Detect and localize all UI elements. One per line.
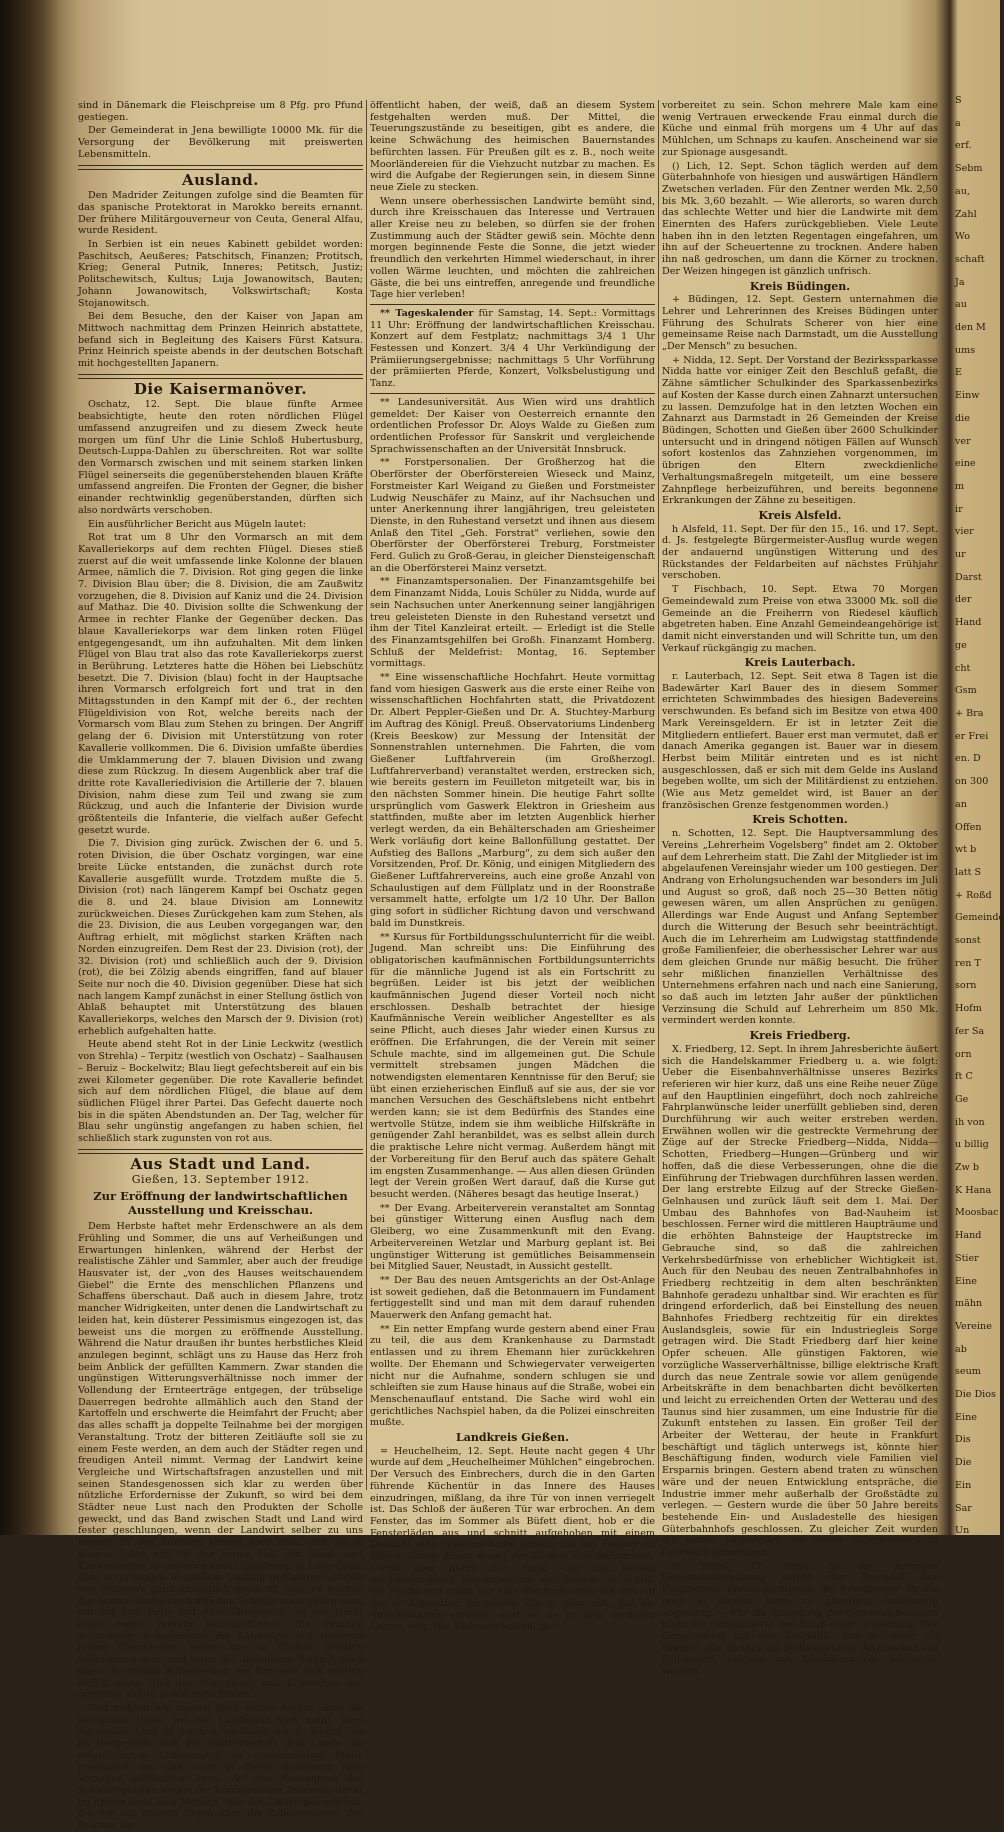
column-3 xyxy=(662,100,938,1678)
article-paragraph: Ein ausführlicher Bericht aus Mügeln lautet: xyxy=(88,518,307,530)
fragment-line: Moosbac xyxy=(955,1207,999,1219)
fragment-line: an xyxy=(955,798,967,810)
fragment-line: K Hana xyxy=(955,1184,992,1196)
fragment-line: Darst xyxy=(955,571,982,583)
article-paragraph: Dem Herbste haftet mehr Erdenschwere an als dem Frühling und Sommer, die uns auf Verheißungen und Erwartungen hinlenken, während der Herbst der realistische Zähler und Sammler, aber auch der freudige Hausvater ist, der „von des Hauses weitschauendem Giebel" die Ernte des menschlichen Pflanzens und Schaffens überschaut. Daß auch in diesem Jahre, trotz mancher Widrigkeiten, unter denen die Landwirtschaft zu leiden hat, kein düsterer Pessimismus eingezogen ist, das beweist uns die morgen zu eröffnende Ausstellung. Während die Natur draußen ihr buntes herbstliches Kleid anzulegen beginnt, schlägt uns zu Hause das Herz froh beim Anblick der gefüllten Kammern. Zwar standen die ungünstigen Witterungsverhältnisse noch immer der Vollendung der Ernteerträge entgegen, der trübselige Dauerregen bedrohte allmählich auch den Stand der Kartoffeln und erschwerte die Heimfahrt der Frucht; aber das alles schafft ja doppelte Teilnahme bei der morgigen Veranstaltung. Trotz der bitteren Zeitläufte soll sie zu einem Feste werden, an dem auch der Städter regen und freudigen Anteil nimmt. Vermag der Landwirt keine Vergleiche und Wirtschaftsfragen anzustellen und mit seinen Standesgenossen sich klar zu werden über nützliche Erfordernisse der Zukunft, so wird bei dem Städter neue Lust nach den Produkten der Scholle geweckt, und das Band zwischen Stadt und Land wird fester geschlungen, wenn der Landwirt selber zu uns kommt. In den Städtern kommt noch dazu, daß sie in diesem Jahre erst in der neuen Fall von Maul- und Klauenseuche in unserer nahen Umgebung, in Lang-Göns, dem ursprünglich in großem Umfang geplanten Auftrieb von Viehware ganz unmöglich gemacht, aber es werden der bunten landwirtschaftlichen Schätze noch genug sein, um auf dem Fest- und Ausstellungsplatz an der Hardt einen regen Verkehr herbeizuführen. Die fremden Teilnehmer, insbesondere die Landwirte aus unserem lieben Oberhessen, sollen uns in Gießen herzlich willkommen sein, und wenn der allgemeine Wunsch nach einer dauernden Aufheiterung des Himmels sich endlich erfüllt, dann wird der Ausstellung und Kreisschau der erstrebte Erfolg gewiß nicht fehlen! xyxy=(78,1221,363,1701)
section-title-landkreis-giessen: Landkreis Gießen. xyxy=(456,1431,569,1445)
fragment-line: u billig xyxy=(955,1139,989,1151)
fragment-line: ver xyxy=(955,435,971,447)
news-item: h Alsfeld, 11. Sept. Der für den 15., 16. und 17. Sept. d. Js. festgelegte Bürgermeister-Ausflug wurde wegen der andauernd ungünstigen Witterung und des Rückstandes der Feldarbeiten auf nächstes Frühjahr verschoben. xyxy=(662,523,938,582)
news-item: ** Kursus für Fortbildungsschulunterricht für die weibl. Jugend. Man schreibt uns: Die Einführung des obligatorischen kaufmännischen Fortbildungsunterrichts für die männliche Jugend ist als ein Fortschritt zu begrüßen. Leider ist bis jetzt der weiblichen kaufmännischen Jugend dieser Vorteil noch nicht erschlossen. Deshalb betrachtet der hiesige Kaufmännische Verein weiblicher Angestellter es als seine Pflicht, auch dieses Jahr wieder einen Kursus zu eröffnen. Die Erfahrungen, die der Verein mit seiner Schule machte, sind im allgemeinen gut. Die Schule vermittelt strebsamen jungen Mädchen die notwendigsten elementaren Kenntnisse für den Beruf; sie übt einen erzieherischen Einfluß auf sie aus, der sie vor manchen Versuchen des Geschäftslebens nicht entbehrt werden kann; sie ist dem Bedürfnis des Standes eine wertvolle Stütze, indem sie ihm weibliche Hilfskräfte in genügender Zahl heranbildet, was es selbst allein durch die praktische Lehre nicht vermag. Außerdem hängt mit der Vorbereitung für den Beruf auch das spätere Gehalt im engsten Zusammenhange. — Aus allen diesen Gründen legt der Verein großen Wert darauf, daß die Kurse gut besucht werden. (Näheres besagt das heutige Inserat.) xyxy=(370,931,655,1200)
fragment-line: m xyxy=(955,480,965,492)
fragment-line: orn xyxy=(955,1048,972,1060)
news-item: ** Der Bau des neuen Amtsgerichts an der Ost-Anlage ist soweit gediehen, daß die Betonmauern im Fundament fertiggestellt sind und man mit dem darauf ruhenden Mauerwerk den Anfang gemacht hat. xyxy=(370,1274,655,1322)
tageskalender-text: für Samstag, 14. Sept.: Vormittags 11 Uhr: Eröffnung der landwirtschaftlichen Kreisschau. Konzert auf dem Festplatz; nachmittags 3/4 1 Uhr Festessen und Konzert. 3/4 4 Uhr Verkündigung der Prämiierungsergebnisse; nachmittags 5 Uhr Vorführung der prämiierten Pferde, Konzert, Volksbelustigung und Tanz. xyxy=(370,307,655,390)
fragment-line: Zahl xyxy=(955,208,977,220)
fragment-line: Ja xyxy=(955,276,965,288)
fragment-line: Offen xyxy=(955,821,982,833)
news-item: vorbereitet zu sein. Schon mehrere Male kam eine wenig Vertrauen erweckende Frau einmal durch die Küche und einmal früh morgens um 4 Uhr auf das Mühlchen, um Schnaps zu kaufen. Anscheinend war sie zur Spionage ausgesandt. xyxy=(662,100,938,158)
newspaper-page xyxy=(78,100,940,1832)
fragment-line: wt b xyxy=(955,844,977,856)
fragment-line: Un xyxy=(955,1525,970,1537)
news-item: + Nidda, 12. Sept. Der Vorstand der Bezirkssparkasse Nidda hatte vor einiger Zeit den Beschluß gefaßt, die Zähne sämtlicher Schulkinder des Sparkassenbezirks auf Kosten der Kasse durch einen Zahnarzt untersuchen zu lassen. Demzufolge hat in den letzten Wochen ein Zahnarzt aus Darmstadt in 26 Gemeinden der Kreise Büdingen, Schotten und Gießen über 2600 Schulkinder untersucht und in dringend nötigen Fällen auf Wunsch sofort kostenlos das Zahnziehen vorgenommen, im übrigen den Eltern zweckdienliche Verhaltungsmaßregeln mitgeteilt, um eine bessere Zahnpflege herbeizuführen, und bereits begonnene Erkrankungen der Zähne zu beseitigen. xyxy=(662,354,938,507)
column-1 xyxy=(78,100,363,1832)
fragment-line: Vereine xyxy=(955,1320,992,1332)
section-title-ausland: Ausland. xyxy=(181,170,260,189)
fragment-line: seum xyxy=(955,1366,981,1378)
section-divider xyxy=(370,304,655,305)
fragment-line: eine xyxy=(955,458,976,470)
news-item: n. Schotten, 12. Sept. Die Hauptversammlung des Vereins „Lehrerheim Vogelsberg" findet am 2. Oktober auf dem Lehrerheim statt. Die Zahl der Mitglieder ist im abgelaufenen Vereinsjahr wieder um 100 gestiegen. Der Andrang von Erholungsuchenden war besonders im Juli und August so groß, daß noch 25—30 Betten nötig gewesen wären, um allen Ansprüchen zu genügen. Allerdings war Ende August und Anfang September durch die Witterung der Besuch sehr beeinträchtigt. Auch die im Lehrerheim am Ludwigstag stattfindende große Familienfeier, die oberhessischer Lehrer war aus dem gleichen Grunde nur mäßig besucht. Die früher sehr mißlichen finanziellen Verhältnisse des Unternehmens erfahren nach und nach eine Sanierung, so daß auch im letzten Jahr außer der pünktlichen Verzinsung die Schuld auf Lehrerheim um 850 Mk. vermindert werden konnte. xyxy=(662,828,938,1027)
fragment-line: cht xyxy=(955,662,971,674)
article-paragraph: öffentlicht haben, der weiß, daß an diesem System festgehalten werden muß. Der Mittel, die Teuerungszustände zu beseitigen, gibt es andere, die keine Schwächung des heimischen Bauernstandes befürchten lassen. Für Preußen gilt es z. B., noch weite Moorländereien für die Viehzucht nutzbar zu machen. Es wird die Aufgabe der Regierungen sein, in diesem Sinne neue Ziele zu stecken. xyxy=(370,100,655,193)
fragment-line: Sebm xyxy=(955,163,983,175)
section-title-kreis-alsfeld: Kreis Alsfeld. xyxy=(758,508,842,522)
fragment-line: ir xyxy=(955,503,963,515)
fragment-line: en. D xyxy=(955,753,981,765)
fragment-line: Wo xyxy=(955,231,970,243)
news-item: = Heuchelheim, 12. Sept. Heute nacht gegen 4 Uhr wurde auf dem „Heuchelheimer Mühlchen" eingebrochen. Der Versuch des Einbrechers, durch die in den Garten führende Küchentür in das Innere des Hauses einzudringen, mißlang, da ihre Tür von innen verriegelt ist. Das Schloß der äußeren Tür war erbrochen. An dem Fenster, das im Sommer als Büfett dient, hob er die Fensterläden aus und schnitt aufgehoben mit einem Diamant eine Fensterscheibe heraus, um das Fenster zu öffnen. Durch dieses drang der Dieb in den Büfettraum, wurde aber durch den Hund und die bereits wachgewordenen Hausbewohner verscheucht. Er ergriff die Flucht und nahm nur eine Blechschachtel mit sich, in der er Zigaretten vermutete. Als er aber sah, daß sie Ansichtskarten enthielt, warf er sie in dem vorderen Garten weg. Der Einbruch scheint gut xyxy=(370,1445,655,1633)
news-item: ** Der Evang. Arbeiterverein veranstaltet am Sonntag bei günstiger Witterung einen Ausflug nach dem Gleiberg, wo eine Zusammenkunft mit den Evang. Arbeitervereinen Wetzlar und Marburg geplant ist. Bei ungünstiger Witterung ist gemütliches Beisammensein bei Mitglied Sauer, Neustadt, in Aussicht gestellt. xyxy=(370,1202,655,1273)
fragment-line: die xyxy=(955,412,970,424)
article-paragraph: Bei dem Besuche, den der Kaiser von Japan am Mittwoch nachmittag dem Prinzen Heinrich abstattete, befand sich in Begleitung des Kaisers Fürst Katsura. Prinz Heinrich speiste abends in der deutschen Botschaft mit hochgestellten Japanern. xyxy=(78,311,363,370)
fragment-line: Dis xyxy=(955,1434,971,1446)
fragment-line: Die Dios xyxy=(955,1389,996,1401)
news-item: ** Finanzamtspersonalien. Der Finanzamtsgehilfe bei dem Finanzamt Nidda, Louis Schüler zu Nidda, wurde auf sein Nachsuchen unter Anerkennung seiner langjährigen treu geleisteten Dienste in den Ruhestand versetzt und ihm der Titel Kanzleirat erteilt. — Erledigt ist die Stelle des Finanzamtsgehilfen bei Großh. Finanzamt Homberg. Schluß der Meldefrist: Montag, 16. September vormittags. xyxy=(370,576,655,670)
fragment-line: ge xyxy=(955,639,967,651)
fragment-line: sorn xyxy=(955,980,977,992)
fragment-line: latt S xyxy=(955,866,982,878)
column-rule xyxy=(366,100,367,1490)
section-title-kaisermanoever: Die Kaisermanöver. xyxy=(133,379,308,398)
article-paragraph: Den Madrider Zeitungen zufolge sind die Beamten für das spanische Protektorat in Marokko bereits ernannt. Der frühere Militärgouverneur von Ceuta, General Alfau, wurde Resident. xyxy=(78,190,363,237)
intro-paragraph: sind in Dänemark die Fleischpreise um 8 Pfg. pro Pfund gestiegen. xyxy=(78,100,363,123)
section-divider xyxy=(78,1149,363,1154)
tageskalender-label: ** Tageskalender xyxy=(380,307,474,319)
fragment-line: Ein xyxy=(955,1479,972,1491)
article-paragraph: Und richten wir unsern Blick weiter hinaus über die deutschen Gaue, wo der Landmann sich müht, dem Agrarstaat Ehre zu machen, so haben wir zu klagen: Es ist festgestellt, daß die landwirtschaft dem Lande die erforderlichen Lebensmittel in zunehmendem Maße produziert und daß auch in dieser Beziehung kein Verzagen aufkommen kann. An eine Beseitigung der Schwierigkeiten wegen der herrschenden Teuerung denkt im Ernste wohl kein Mensch. Wer die Ziffern gelesen hat, die wir vor einigen Tagen über die Zolleinnahmen des Reiches ver- xyxy=(78,1703,363,1832)
article-paragraph: Heute abend steht Rot in der Linie Leckwitz (westlich von Strehla) – Terpitz (westlich von Oschatz) – Saalhausen – Beruiz – Bockelwitz; Blau liegt gefechtsbereit auf ein bis zwei Kilometer gegenüber. Die rote Kavallerie befindet sich auf dem nördlichen Flügel, die blaue auf dem südlichen Flügel ihrer Partei. Das Gefecht dauerte noch bis in die späten Abendstunden an. Der Tag, welcher für Blau sehr ungünstig angefangen zu haben schien, fiel schließlich stark zugunsten von rot aus. xyxy=(78,1039,363,1145)
fragment-line: a xyxy=(955,117,961,129)
section-title-kreis-lauterbach: Kreis Lauterbach. xyxy=(744,656,856,670)
fragment-line: Gemeinde xyxy=(955,912,1004,924)
intro-paragraph: Der Gemeinderat in Jena bewilligte 10000 Mk. für die Versorgung der Bevölkerung mit preiswerten Lebensmitteln. xyxy=(78,125,363,160)
fragment-line: Einw xyxy=(955,390,980,402)
fragment-line: + Bra xyxy=(955,707,984,719)
fragment-line: Ge xyxy=(955,1093,969,1105)
fragment-line: erf. xyxy=(955,140,972,152)
fragment-line: E xyxy=(955,367,963,379)
tageskalender xyxy=(370,308,655,390)
fragment-line: Hand xyxy=(955,617,982,629)
fragment-line: mähn xyxy=(955,1298,983,1310)
page-fold-shadow xyxy=(0,0,60,1535)
fragment-line: der xyxy=(955,594,972,606)
section-title-kreis-buedingen: Kreis Büdingen. xyxy=(749,279,851,293)
fragment-line: ih von xyxy=(955,1116,985,1128)
column-2 xyxy=(370,100,655,1633)
news-item: -h Vilbel, 12. Sept. In der gestrigen Gemeinderatssitzung wurde der Beschluß des Friedberger Kreisausschusses, die Friedberger Straße noch in diesem Jahre zu pflastern, einstimmig abgelehnt. — Für die Anstellung des Gemeindebeamten plant der Gemeinderat den Erlaß einer Ortsatzung. Der Gemeinderat hat den Beschluß, den Schreiber als Bramte, alle übrigen als Bedienstete an. Anzustellen auf Lebenszeit, letztere mit Kündigungsfrist angestellt werden. xyxy=(662,1560,938,1678)
fragment-line: ab xyxy=(955,1343,967,1355)
fragment-line: ur xyxy=(955,549,966,561)
adjacent-page-fragment xyxy=(955,95,1004,1537)
news-item: T Fischbach, 10. Sept. Etwa 70 Morgen Gemeindewald zum Preise von etwa 33000 Mk. soll die Gemeinde an die Freiherrn von Riedesel käuflich abgetreten haben. Eine Anzahl Gemeindeangehörige ist damit nicht einverstanden und will Schritte tun, um den Verkauf rückgängig zu machen. xyxy=(662,584,938,654)
fragment-line: den M xyxy=(955,322,986,334)
section-title-kreis-schotten: Kreis Schotten. xyxy=(752,813,848,827)
fragment-line: ren T xyxy=(955,957,981,969)
fragment-line: au xyxy=(955,299,967,311)
section-divider xyxy=(370,393,655,394)
section-divider xyxy=(78,374,363,379)
section-divider xyxy=(78,165,363,170)
section-title-kreis-friedberg: Kreis Friedberg. xyxy=(749,1029,851,1043)
fragment-line: Eine xyxy=(955,1275,977,1287)
fragment-line: schaft xyxy=(955,253,985,265)
fragment-line: Stier xyxy=(955,1252,979,1264)
article-paragraph: Wenn unsere oberhessischen Landwirte bemüht sind, durch ihre Kreisschauen das Interesse und Vertrauen aller Kreise neu zu beleben, so dürfen sie der frohen Zustimmung auch der Städter gewiß sein. Möchte denn morgen beginnende Feste die Sonne, die jetzt wieder freundlich den verkehrten Himmel wiederschaut, in ihrer vollen Wärme leuchten, und möchten die zahlreichen Gäste, die bei uns eintreffen, anregende und freundliche Tage hier verleben! xyxy=(370,195,655,301)
news-item: ** Landesuniversität. Aus Wien wird uns drahtlich gemeldet: Der Kaiser von Oesterreich ernannte den ordentlichen Professor Dr. Aloys Walde zu Gießen zum ordentlichen Professor für Sanskrit und vergleichende Sprachwissenschaften an der Universität Innsbruck. xyxy=(370,396,655,455)
fragment-line: on 300 xyxy=(955,776,989,788)
fragment-line: vier xyxy=(955,526,974,538)
fragment-line: Hand xyxy=(955,1230,982,1242)
news-item: r. Lauterbach, 12. Sept. Seit etwa 8 Tagen ist die Badewärter Karl Bauer des in diesem Sommer errichteten Schwimmbades des hiesigen Badevereins verschwunden. Es befand sich im Besitze von etwa 400 Mark Vereinsgeldern. Er ist in letzter Zeit die Mitgliedern entliefert. Bauer erst man vermutet, daß er danach Amerika gegangen ist. Bauer war in diesem Herbst beim Militär eintreten und es ist nicht ausgeschlossen, daß er sich mit dem Gelde ins Ausland begeben wollte, um sich der Militärdienst zu entziehen. (Wie aus Metz gemeldet wird, ist Bauer an der französischen Grenze festgenommen worden.) xyxy=(662,671,938,811)
fragment-line: au, xyxy=(955,185,970,197)
column-rule xyxy=(658,100,659,1490)
fragment-line: + Roßd xyxy=(955,889,992,901)
fragment-line: sonst xyxy=(955,935,981,947)
fragment-line: Die xyxy=(955,1457,972,1469)
section-title-stadt-und-land: Aus Stadt und Land. xyxy=(130,1154,311,1173)
article-title-eroeffnung: Zur Eröffnung der landwirtschaftlichen Ausstellung und Kreisschau. xyxy=(93,1189,348,1218)
news-item: () Lich, 12. Sept. Schon täglich werden auf dem Güterbahnhofe von hiesigen und auswärtigen Händlern Zwetschen verladen. Für den Zentner werden Mk. 2,50 bis Mk. 3,60 bezahlt. — Wie allerorts, so waren durch das schlechte Wetter und hier die Landwirte mit dem Einernten des Hafers zurückgeblieben. Viele Leute haben ihn in den letzten Regentagen eingefahren, um ihn auf der Scheuertenne zu trocknen. Andere haben ihn naß gedroschen, um dann die Körner zu trocknen. Der Weizen hingegen ist gänzlich unfrisch. xyxy=(662,160,938,277)
fragment-line: er Frei xyxy=(955,730,989,742)
article-paragraph: Die 7. Division ging zurück. Zwischen der 6. und 5. roten Division, die über Oschatz vorgingen, war eine breite Lücke entstanden, die zunächst durch rote Kavallerie ausgefüllt wurde. Trotzdem mußte die 5. Division (rot) nach längerem Kampf bei Oschatz gegen die 8. und 24. blaue Division am Lonnewitz zurückweichen. Dieses Zurückgehen kam zum Stehen, als die 23. Division, die aus Leuben vorgegangen war, den Auftrag erhielt, mit möglichst starken Kräften nach Norden einzugreifen. Dem Rest der 23. Division (rot), der 32. Division (rot) und schließlich auch der 9. Division (rot), die bei Zölzig abends eingriffen, fand auf blauer Seite nur noch die 40. Division gegenüber. Diese hat sich nach langem Kampf zunächst in einer Stellung östlich von Ablaß behauptet mit Unterstützung des blauen Kavalleriekorps, welches den Marsch der 9. Division (rot) erheblich aufgehalten hatte. xyxy=(78,838,363,1037)
news-item: X. Friedberg, 12. Sept. In ihrem Jahresberichte äußert sich die Handelskammer Friedberg u. a. wie folgt: Ueber die Eisenbahnverhältnisse unseres Bezirks referieren wir hier kurz, daß uns eine Reihe neuer Züge auf den Hauptlinien eingeführt, doch noch zahlreiche Fahrplanwünsche leider unerfüllt geblieben sind, deren Durchführung wir auch weiter erstreben werden. Erwähnen wollen wir die gestreckte Vermehrung der Züge auf der Strecke Friedberg—Nidda, Nidda—Schotten, Friedberg—Hungen—Grünberg und wir hoffen, daß die diese Verbesserungen, ohne die die Einführung der Triebwagen durchführen lassen werden. Der lang erstrebte Eilzug auf der Strecke Gießen-Gelnhausen und zurück läuft seit dem 1. Mai. Der Umbau des Bahnhofes von Bad-Nauheim ist beschlossen. Ferner wird die mittleren Haupträume und die erhöhten Bahnsteige der Hauptstrecke im Gebrauche sind, so daß die zahlreichen Verkehrsbedürfnisse von erheblicher Wichtigkeit ist. Auch für den Neubau des neuen Zentralbahnhofes in Friedberg rechtzeitig in dem alten beschränkten Bahnhofe geradezu unhaltbar sind. Wir erachten es für dringend erforderlich, daß bei Einstellung des neuen Bahnhofes Friedberg rechtzeitig für ein direktes Auslandsgleis, sowie für ein Industriegleis Sorge getragen wird. Die Stadt Friedberg darf hier keine Opfer scheuen. Alle günstigen Faktoren, wie vorzügliche Wasserverhältnisse, billige elektrische Kraft durch das neue Zentrale sowie vor allem genügende Arbeitskräfte in dem benachbarten dicht bevölkerten und leicht zu erreichenden Orten der Wetterau und des Taunus sind hier zusammen, um eine Industrie für die Zukunft entstehen zu lassen. Ein großer Teil der Arbeiter der Wetterau, der heute in Frankfurt beschäftigt und täglich unterwegs ist, könnte hier Beschäftigung finden, wodurch viele Familien viel Ersparnis bringen. Gestern abend traten zu wünschen wäre und der neuen Entwicklung entspräche, die Industrie immer mehr außerhalb der Großstädte zu verlegen. — Gestern wurde die über 50 Jahre bereits bestehende Ein- und Ausladestelle des hiesigen Güterbahnhofs geschlossen. Zu gleicher Zeit wurden die neuen Ladestellen im neuen Güterbahnhof in Gebrauch genommen. xyxy=(662,1043,938,1559)
fragment-line: Zw b xyxy=(955,1162,980,1174)
news-item: + Büdingen, 12. Sept. Gestern unternahmen die Lehrer und Lehrerinnen des Kreises Büdingen unter Führung des Schulrats Scherer von hier eine gemeinsame Reise nach Darmstadt, um die Ausstellung „Der Mensch" zu besuchen. xyxy=(662,294,938,353)
dateline: Gießen, 13. September 1912. xyxy=(131,1173,310,1187)
fragment-line: ums xyxy=(955,344,976,356)
fragment-line: fer Sa xyxy=(955,1025,985,1037)
article-paragraph: Oschatz, 12. Sept. Die blaue fünfte Armee beabsichtigte, heute den roten nördlichen Flügel umfassend anzugreifen und zu diesem Zweck heute morgen um fünf Uhr die Linie Schloß Hubertusburg, Deutsch-Luppa-Dahlen zu überschreiten. Rot war sollte den Vormarsch zwischen und mit seinem starken linken Flügel seinerseits die gegenüberstehenden blauen Kräfte umfassend angreifen. Die Fronten der Gegner, die bisher einander rechtwinklig gegenüberstanden, dürften sich also nordwärts verschoben. xyxy=(78,399,363,516)
fragment-line: Eine xyxy=(955,1411,977,1423)
fragment-line: ft C xyxy=(955,1071,973,1083)
news-item: ** Eine wissenschaftliche Hochfahrt. Heute vormittag fand vom hiesigen Gaswerk aus die erste einer Reihe von wissenschaftlichen Hochfahrten statt, die Privatdozent Dr. Albert Peppler-Gießen und Dr. A. Stuchtey-Marburg im Auftrag des Königl. Preuß. Observatoriums Lindenberg (Kreis Beeskow) zur Messung der Intensität der Sonnenstrahlen unternehmen. Die Fahrten, die vom Gießener Luftfahrverein (im Großherzogl. Luftfahrerverband) veranstaltet werden, erstrecken sich, wie bereits gestern im Feuilleton mitgeteilt war, bis in den nächsten Sommer hinein. Die heutige Fahrt sollte ursprünglich vom Gaswerk Elektron in Griesheim aus stattfinden, mußte aber im letzten Augenblick hierher verlegt werden, da ein Behälterschaden am Griesheimer Werk vorläufig dort keine Ballonfüllung gestattet. Der Aufstieg des Ballons „Marburg", zu dem sich außer den Vorsitzenden, Prof. Dr. König, und einigen Mitgliedern des Gießener Luftfahrervereins, auch eine große Anzahl von Schaulustigen auf dem Füllplatz und in der Roonstraße versammelt hatte, erfolgte um 1/2 10 Uhr. Der Ballon ging sofort in südlicher Richtung davon und verschwand bald im Dunstkreis. xyxy=(370,672,655,929)
news-item: ** Ein netter Empfang wurde gestern abend einer Frau zu teil, die aus dem Krankenhause zu Darmstadt entlassen und zu ihrem Ehemann hier zurückkehren wollte. Der Ehemann und Schwiegervater verweigerten nicht nur die Aufnahme, sondern schlugen sie und schleiften sie zum Hause hinaus auf die Straße, wobei ein Menschenauflauf entstand. Die Sache wird wohl ein gerichtliches Nachspiel haben, da die Polizei einschreiten mußte. xyxy=(370,1323,655,1429)
news-item: ** Forstpersonalien. Der Großherzog hat die Oberförster der Oberförstereien Wieseck und Mainz, Forstmeister Karl Weigand zu Gießen und Forstmeister Ludwig Neuschäfer zu Mainz, auf ihr Nachsuchen und unter Anerkennung ihrer langjährigen, treu geleisteten Dienste, in den Ruhestand versetzt und ihnen aus diesem Anlaß den Titel „Geh. Forstrat" verliehen, sowie den Oberförster der Oberförsterei Treburg, Forstmeister Ferd. Gulich zu Groß-Gerau, in gleicher Diensteigenschaft an die Oberförsterei Mainz versetzt. xyxy=(370,457,655,574)
fragment-line: Sar xyxy=(955,1502,972,1514)
article-paragraph: Rot trat um 8 Uhr den Vormarsch an mit dem Kavalleriekorps auf dem rechten Flügel. Dieses stieß zuerst auf die weit umfassende linke Kolonne der blauen Armee, nämlich die 7. Division. Rot ging gegen die linke 7. Division Blau über; die 8. Division, die am Zaußwitz vorzugehen, die 8. Division auf Kaniz und die 24. Division auf Mathaz. Die 40. Division sollte die Schwenkung der Armee in rechter Flanke der Gegenüber decken. Das blaue Kavalleriekorps war dem linken roten Flügel entgegengesandt, um ihn aufzuhalten. Mit dem linken Flügel von Blau trat also das rote Kavalleriekorps zuerst in Berührung. Letzteres hatte die Höhen bei Liebschütz besetzt. Die 7. Division (blau) focht in der Hauptsache ihren Vormarsch erfolgreich fort und trat in den Mittagsstunden in den Kampf mit der 6., der rechten Flügeldivision von Rot, welche bereits nach der Vormarsch vom Blau zum Stehen zu bringen. Der Angriff gelang der 6. Division mit Unterstützung von roter Kavallerie vollkommen. Die 6. Division umfaßte überdies die Umklammerung der 7. blauen Division und zwang diese zum Rückzug. In diesem Augenblick aber traf die dritte rote Kavalleriedivision die Artillerie der 7. blauen Division, nahm diese zum Teil und zwang sie zum Rückzug, und auch die Infanterie der Division wurde größtenteils die Infanterie, die vielfach außer Gefecht gesetzt wurde. xyxy=(78,532,363,836)
fragment-line: Gsm xyxy=(955,685,977,697)
fragment-line: S xyxy=(955,95,962,106)
article-paragraph: In Serbien ist ein neues Kabinett gebildet worden: Paschitsch, Aeußeres; Patschitsch, Finanzen; Protitsch, Krieg; General Putnik, Inneres; Petitsch, Justiz; Politschewitsch, Kultus; Luja Jowanowitsch, Bauten; Johann Jowanowitsch, Volkswirtschaft; Kosta Stojanowitsch. xyxy=(78,239,363,309)
fragment-line: Hofm xyxy=(955,1003,982,1015)
